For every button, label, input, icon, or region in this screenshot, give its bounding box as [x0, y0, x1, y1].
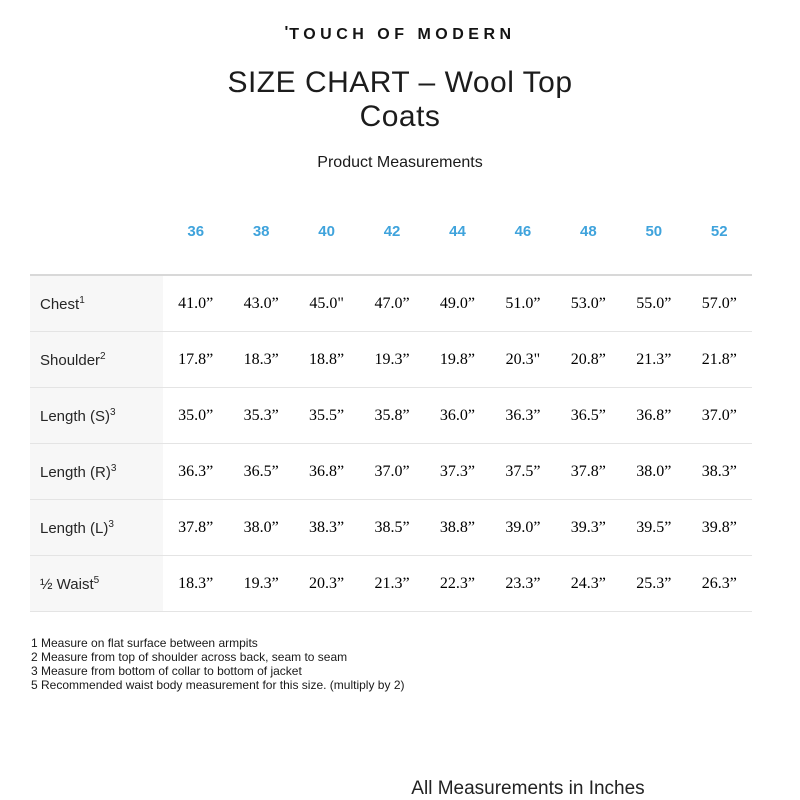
size-col-header: 50 — [645, 222, 663, 240]
footnotes-block — [31, 636, 800, 692]
row-label: ½ Waist$^5$ — [30, 556, 163, 612]
measurement-cell: 39.8” — [687, 500, 753, 556]
measurement-cell: 45.0" — [294, 275, 359, 332]
measurement-cell: 37.0” — [687, 388, 753, 444]
measurement-cell: 39.3” — [556, 500, 621, 556]
measurement-cell: 37.3” — [425, 444, 490, 500]
measurement-cell: 51.0” — [490, 275, 555, 332]
page-title: SIZE CHART – Wool Top Coats — [227, 66, 573, 133]
row-label: Length $(R)^3$ — [30, 444, 163, 500]
measurement-cell: 36.8” — [621, 388, 686, 444]
table-row-length-l — [30, 500, 752, 556]
measurement-cell: 19.3” — [359, 332, 424, 388]
measurement-cell: 21.3” — [359, 556, 424, 612]
row-label: Length $(L)^3$ — [30, 500, 163, 556]
units-note: All Measurements in Inches — [411, 778, 645, 799]
size-col-header: 46 — [514, 222, 532, 240]
table-row-half-waist — [30, 556, 752, 612]
footnote-line: 5 Recommended waist body measurement for this size. (multiply by 2) — [31, 678, 405, 692]
measurement-cell: 38.0” — [228, 500, 293, 556]
measurement-cell: 21.3” — [621, 332, 686, 388]
measurement-cell: 21.8” — [687, 332, 753, 388]
size-table — [30, 200, 752, 612]
footnote-marker: 3 — [108, 518, 114, 530]
footnote-line: 3 Measure from bottom of collar to bottom of jacket — [31, 664, 302, 678]
measurement-cell: 18.8” — [294, 332, 359, 388]
size-header-row — [30, 200, 752, 275]
measurement-cell: 36.0” — [425, 388, 490, 444]
measurement-cell: 35.5” — [294, 388, 359, 444]
measurement-cell: 22.3” — [425, 556, 490, 612]
measurement-cell: 35.0” — [163, 388, 228, 444]
size-col-header: 36 — [187, 222, 205, 240]
measurement-cell: 20.3” — [294, 556, 359, 612]
measurement-cell: 38.0” — [621, 444, 686, 500]
measurement-cell: 36.5” — [228, 444, 293, 500]
measurement-cell: 24.3” — [556, 556, 621, 612]
size-col-header: 42 — [383, 222, 401, 240]
brand-logo — [0, 0, 800, 44]
measurement-cell: 26.3” — [687, 556, 753, 612]
footnote-marker: 5 — [93, 574, 100, 586]
footnote-line: 2 Measure from top of shoulder across back, seam to seam — [31, 650, 348, 664]
logo-tick-mark: ' — [284, 24, 290, 41]
measurement-cell: 38.3” — [294, 500, 359, 556]
measurement-cell: 18.3” — [163, 556, 228, 612]
corner-cell — [30, 200, 163, 275]
measurement-cell: 18.3” — [228, 332, 293, 388]
measurement-cell: 53.0” — [556, 275, 621, 332]
measurement-cell: 49.0” — [425, 275, 490, 332]
table-row-length-s — [30, 388, 752, 444]
logo-text: TOUCH OF MODERN — [289, 26, 516, 43]
subtitle: Product Measurements — [317, 154, 483, 171]
measurement-cell: 41.0” — [163, 275, 228, 332]
measurement-cell: 57.0” — [687, 275, 753, 332]
measurement-cell: 38.3” — [687, 444, 753, 500]
row-label: Chest$^1$ — [30, 275, 163, 332]
measurement-cell: 20.8” — [556, 332, 621, 388]
footnote-marker: 2 — [100, 350, 106, 362]
size-col-header: 48 — [580, 222, 597, 240]
footnote-line: 1 Measure on flat surface between armpits — [31, 636, 258, 650]
row-label: Length $(S)^3$ — [30, 388, 163, 444]
measurement-cell: 47.0” — [359, 275, 424, 332]
measurement-cell: 36.3” — [163, 444, 228, 500]
measurement-cell: 17.8” — [163, 332, 228, 388]
measurement-cell: 37.0” — [359, 444, 424, 500]
measurement-cell: 39.5” — [621, 500, 686, 556]
table-row-shoulder — [30, 332, 752, 388]
measurement-cell: 35.8” — [359, 388, 424, 444]
measurement-cell: 38.5” — [359, 500, 424, 556]
measurement-cell: 19.3” — [228, 556, 293, 612]
measurement-cell: 39.0” — [490, 500, 555, 556]
table-row-length-r — [30, 444, 752, 500]
measurement-cell: 43.0” — [228, 275, 293, 332]
measurement-cell: 36.5” — [556, 388, 621, 444]
measurement-cell: 37.8” — [163, 500, 228, 556]
footnote-marker: 3 — [110, 462, 117, 474]
measurement-cell: 25.3” — [621, 556, 686, 612]
measurement-cell: 38.8” — [425, 500, 490, 556]
measurement-cell: 37.8” — [556, 444, 621, 500]
measurement-cell: 37.5” — [490, 444, 555, 500]
measurement-cell: 36.3” — [490, 388, 555, 444]
size-col-header: 40 — [318, 222, 335, 240]
size-col-header: 44 — [449, 222, 466, 240]
row-label: Shoulder$^2$ — [30, 332, 163, 388]
size-col-header: 38 — [252, 222, 270, 240]
measurement-cell: 19.8” — [425, 332, 490, 388]
footnote-marker: 3 — [110, 406, 116, 418]
measurement-cell: 35.3” — [228, 388, 293, 444]
measurement-cell: 23.3” — [490, 556, 555, 612]
measurement-cell: 55.0” — [621, 275, 686, 332]
measurement-cell: 36.8” — [294, 444, 359, 500]
table-row-chest — [30, 275, 752, 332]
size-col-header: 52 — [710, 222, 728, 240]
footnote-marker: 1 — [79, 294, 85, 306]
measurement-cell: 20.3" — [490, 332, 555, 388]
